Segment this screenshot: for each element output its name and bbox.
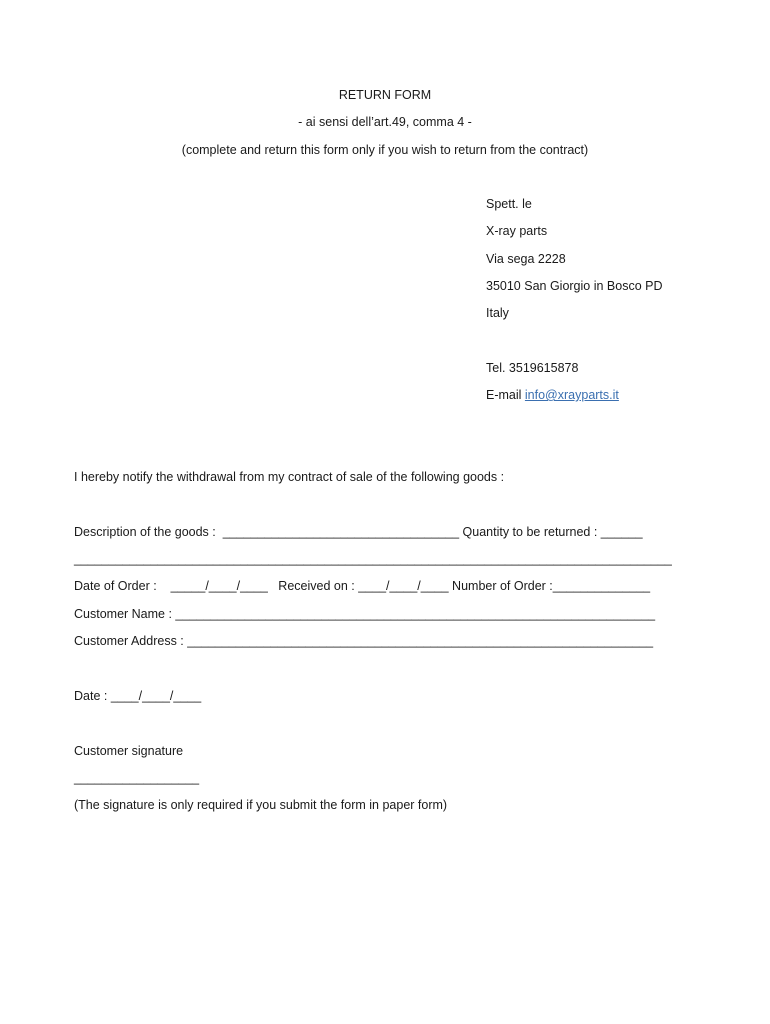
- goods-description-line: Description of the goods : __________________________________ Quantity to be returned : ______: [74, 525, 643, 539]
- order-details-line: Date of Order : _____/____/____ Received on : ____/____/____ Number of Order :______________: [74, 579, 651, 593]
- withdrawal-notice: I hereby notify the withdrawal from my contract of sale of the following goods :: [74, 470, 505, 484]
- recipient-phone: Tel. 3519615878: [486, 361, 579, 375]
- signature-note: (The signature is only required if you submit the form in paper form): [74, 798, 448, 812]
- email-link[interactable]: info@xrayparts.it: [524, 388, 619, 402]
- recipient-country: Italy: [486, 306, 509, 320]
- recipient-city: 35010 San Giorgio in Bosco PD: [486, 279, 663, 293]
- form-title: RETURN FORM: [338, 88, 432, 102]
- signature-line: __________________: [74, 771, 200, 785]
- email-label: E-mail: [486, 388, 525, 402]
- customer-address-line: Customer Address : ___________________________________________________________________: [74, 634, 654, 648]
- recipient-salutation: Spett. le: [486, 197, 532, 211]
- recipient-email-row: [486, 387, 619, 403]
- form-instruction: (complete and return this form only if you wish to return from the contract): [181, 143, 589, 157]
- signature-label: Customer signature: [74, 744, 184, 758]
- recipient-company: X-ray parts: [486, 224, 548, 238]
- customer-name-line: Customer Name : _____________________________________________________________________: [74, 607, 656, 621]
- recipient-street: Via sega 2228: [486, 252, 566, 266]
- goods-blank-line: ______________________________________________________________________________________: [74, 552, 672, 566]
- form-subtitle: - ai sensi dell’art.49, comma 4 -: [298, 115, 472, 129]
- date-line: Date : ____/____/____: [74, 689, 202, 703]
